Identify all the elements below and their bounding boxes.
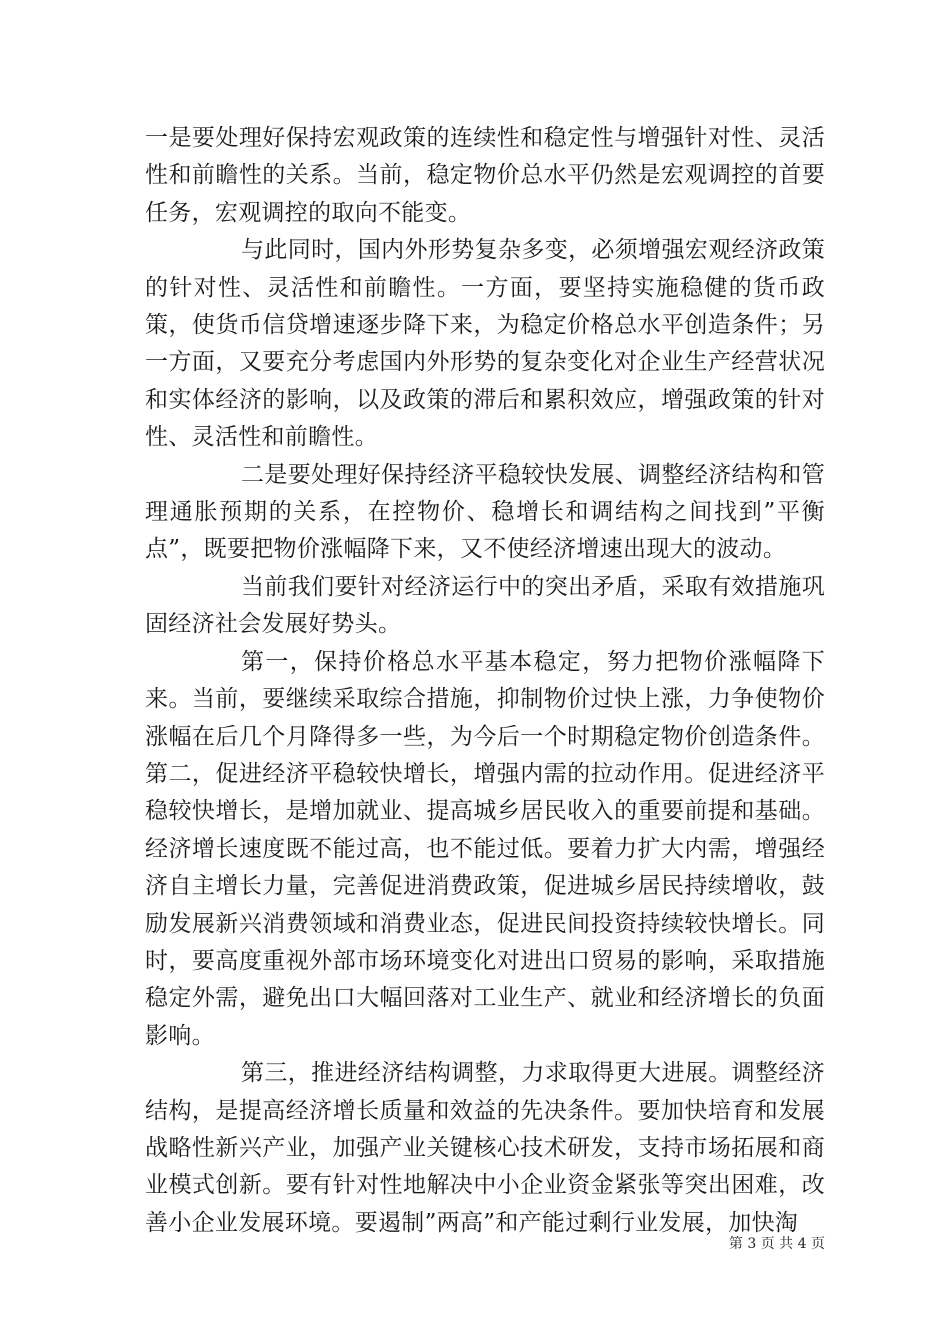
paragraph-5: 第一，保持价格总水平基本稳定，努力把物价涨幅降下来。当前，要继续采取综合措施，抑制物价过快上涨，力争使物价涨幅在后几个月降得多一些，为今后一个时期稳定物价创造条件。第二，促进经济平稳较快增长，增强内需的拉动作用。促进经济平稳较快增长，是增加就业、提高城乡居民收入的重要前提和基础。经济增长速度既不能过高，也不能过低。要着力扩大内需，增强经济自主增长力量，完善促进消费政策，促进城乡居民持续增收，鼓励发展新兴消费领域和消费业态，促进民间投资持续较快增长。同时，要高度重视外部市场环境变化对进出口贸易的影响，采取措施稳定外需，避免出口大幅回落对工业生产、就业和经济增长的负面影响。 bbox=[145, 648, 825, 1049]
page-number-footer: 第 3 页 共 4 页 bbox=[728, 1236, 825, 1252]
body-text bbox=[145, 120, 825, 1242]
paragraph-6: 第三，推进经济结构调整，力求取得更大进展。调整经济结构，是提高经济增长质量和效益的先决条件。要加快培育和发展战略性新兴产业，加强产业关键核心技术研发，支持市场拓展和商业模式创新。要有针对性地解决中小企业资金紧张等突出困难，改善小企业发展环境。要遏制”两高”和产能过剩行业发展，加快淘 bbox=[145, 1060, 825, 1236]
paragraph-2: 与此同时，国内外形势复杂多变，必须增强宏观经济政策的针对性、灵活性和前瞻性。一方面，要坚持实施稳健的货币政策，使货币信贷增速逐步降下来，为稳定价格总水平创造条件；另一方面，又要充分考虑国内外形势的复杂变化对企业生产经营状况和实体经济的影响，以及政策的滞后和累积效应，增强政策的针对性、灵活性和前瞻性。 bbox=[145, 237, 825, 451]
paragraph-3: 二是要处理好保持经济平稳较快发展、调整经济结构和管理通胀预期的关系，在控物价、稳增长和调结构之间找到”平衡点”，既要把物价涨幅降下来，又不使经济增速出现大的波动。 bbox=[145, 461, 825, 563]
paragraph-1: 一是要处理好保持宏观政策的连续性和稳定性与增强针对性、灵活性和前瞻性的关系。当前，稳定物价总水平仍然是宏观调控的首要任务，宏观调控的取向不能变。 bbox=[145, 125, 825, 226]
paragraph-4: 当前我们要针对经济运行中的突出矛盾，采取有效措施巩固经济社会发展好势头。 bbox=[145, 573, 825, 638]
